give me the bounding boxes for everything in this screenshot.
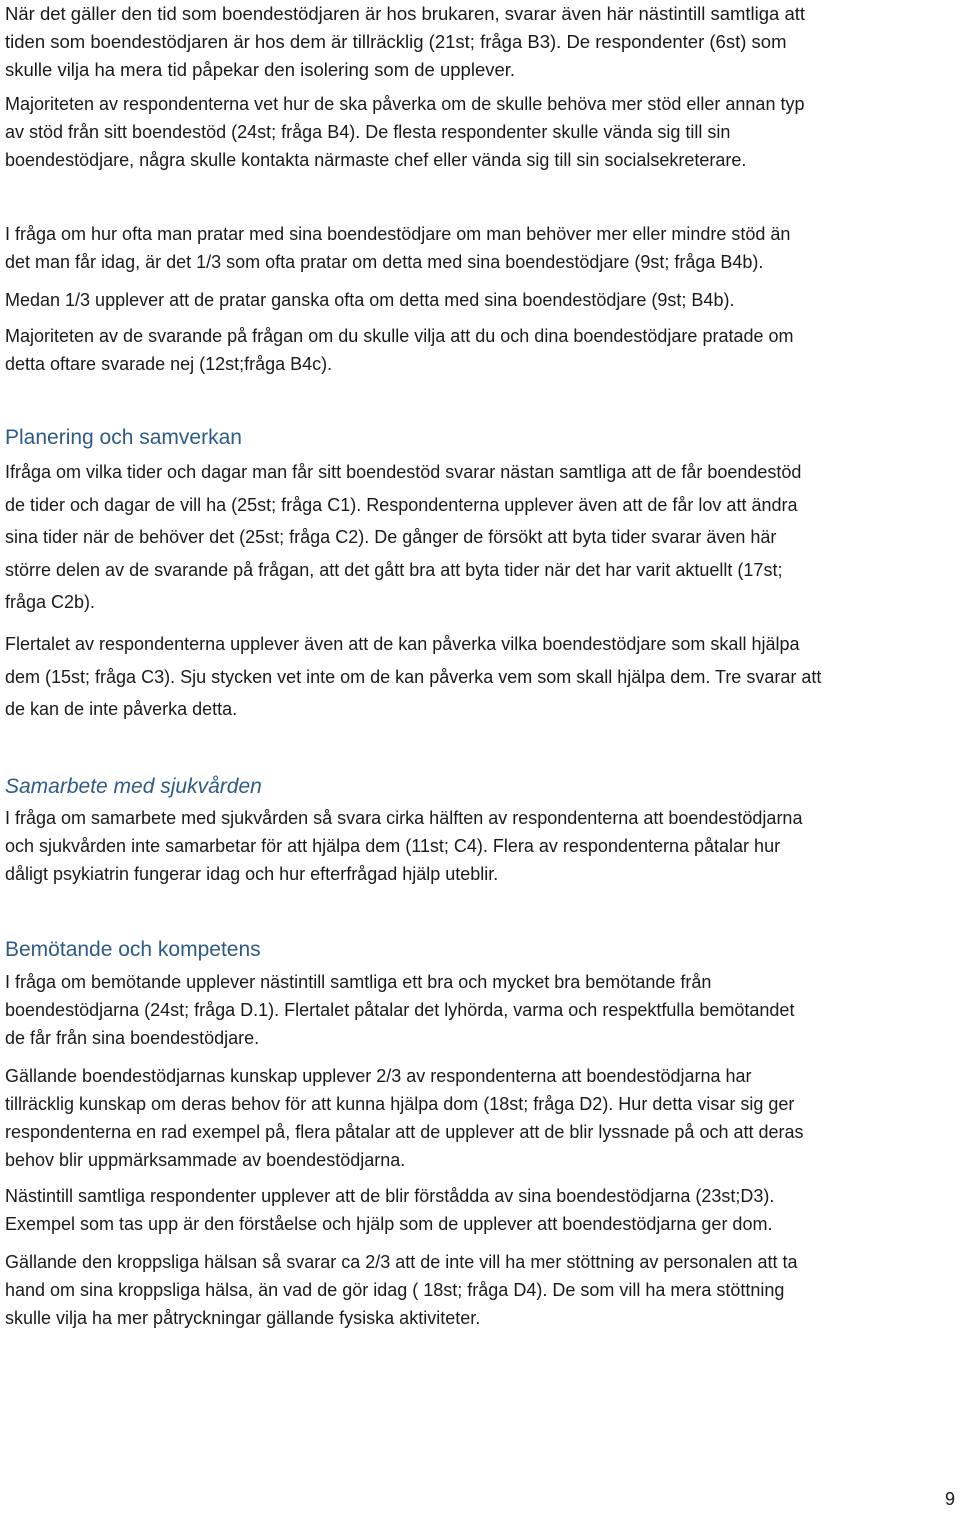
paragraph-bemotande <box>5 968 955 1052</box>
text-line: Nästintill samtliga respondenter upplever att de blir förstådda av sina boendestödjarna (23st;D3). <box>5 1186 775 1206</box>
paragraph-kroppsliga-halsan <box>5 1248 955 1332</box>
text-line: detta oftare svarade nej (12st;fråga B4c). <box>5 354 333 374</box>
text-line: de får från sina boendestödjare. <box>5 1028 260 1048</box>
text-line: När det gäller den tid som boendestödjaren är hos brukaren, svarar även här nästintill samtliga att <box>5 3 806 24</box>
text-line: tiden som boendestödjaren är hos dem är tillräcklig (21st; fråga B3). De respondenter (6st) som <box>5 31 787 52</box>
paragraph-kunskap <box>5 1062 955 1174</box>
text-line: I fråga om bemötande upplever nästintill samtliga ett bra och mycket bra bemötande från <box>5 972 712 992</box>
paragraph-forstadda <box>5 1182 955 1238</box>
paragraph-ganska-ofta <box>5 286 955 314</box>
text-line: dåligt psykiatrin fungerar idag och hur efterfrågad hjälp uteblir. <box>5 864 499 884</box>
text-line: Medan 1/3 upplever att de pratar ganska ofta om detta med sina boendestödjare (9st; B4b). <box>5 290 735 310</box>
text-line: Exempel som tas upp är den förståelse och hjälp som de upplever att boendestödjarna ger dom. <box>5 1214 773 1234</box>
heading-samarbete-med-sjukvarden: Samarbete med sjukvården <box>5 775 262 798</box>
text-line: fråga C2b). <box>5 592 96 612</box>
paragraph-paverka-stod <box>5 90 955 174</box>
text-line: av stöd från sitt boendestöd (24st; fråga B4). De flesta respondenter skulle vända sig till sin <box>5 122 731 142</box>
paragraph-samarbete-sjukvard <box>5 804 955 888</box>
paragraph-tid-hos-brukaren <box>5 0 955 84</box>
paragraph-paverka-boendestodjare <box>5 628 955 726</box>
paragraph-tider-och-dagar <box>5 456 955 619</box>
paragraph-svarade-nej <box>5 322 955 378</box>
text-line: skulle vilja ha mera tid påpekar den isolering som de upplever. <box>5 59 516 80</box>
text-line: Gällande den kroppsliga hälsan så svarar ca 2/3 att de inte vill ha mer stöttning av personalen att ta <box>5 1252 798 1272</box>
text-line: Gällande boendestödjarnas kunskap upplever 2/3 av respondenterna att boendestödjarna har <box>5 1066 752 1086</box>
paragraph-hur-ofta-pratar <box>5 220 955 276</box>
text-line: dem (15st; fråga C3). Sju stycken vet inte om de kan påverka vem som skall hjälpa dem. Tre svarar att <box>5 666 822 687</box>
text-line: de kan de inte påverka detta. <box>5 699 238 719</box>
text-line: Ifråga om vilka tider och dagar man får sitt boendestöd svarar nästan samtliga att de får boendestöd <box>5 462 802 482</box>
text-line: boendestödjare, några skulle kontakta närmaste chef eller vända sig till sin socialsekreterare. <box>5 150 747 170</box>
text-line: tillräcklig kunskap om deras behov för att kunna hjälpa dom (18st; fråga D2). Hur detta visar sig ger <box>5 1094 795 1114</box>
text-line: boendestödjarna (24st; fråga D.1). Flertalet påtalar det lyhörda, varma och respektfulla bemötandet <box>5 1000 795 1020</box>
text-line: respondenterna en rad exempel på, flera påtalar att de upplever att de blir lyssnade på och att deras <box>5 1122 804 1142</box>
text-line: skulle vilja ha mer påtryckningar gällande fysiska aktiviteter. <box>5 1308 481 1328</box>
heading-planering-och-samverkan: Planering och samverkan <box>5 426 242 449</box>
text-line: större delen av de svarande på frågan, att det gått bra att byta tider när det har varit aktuellt (17st; <box>5 559 783 580</box>
text-line: Majoriteten av de svarande på frågan om du skulle vilja att du och dina boendestödjare pratade om <box>5 326 794 346</box>
text-line: Majoriteten av respondenterna vet hur de ska påverka om de skulle behöva mer stöd eller annan typ <box>5 94 805 114</box>
heading-bemotande-och-kompetens: Bemötande och kompetens <box>5 938 261 961</box>
text-line: de tider och dagar de vill ha (25st; fråga C1). Respondenterna upplever även att de får lov att ändra <box>5 494 798 515</box>
text-line: Flertalet av respondenterna upplever även att de kan påverka vilka boendestödjare som skall hjälpa <box>5 634 800 654</box>
text-line: sina tider när de behöver det (25st; fråga C2). De gånger de försökt att byta tider svarar även här <box>5 527 777 547</box>
text-line: det man får idag, är det 1/3 som ofta pratar om detta med sina boendestödjare (9st; fråga B4b). <box>5 252 764 272</box>
text-line: I fråga om samarbete med sjukvården så svara cirka hälften av respondenterna att boendestödjarna <box>5 808 803 828</box>
text-line: I fråga om hur ofta man pratar med sina boendestödjare om man behöver mer eller mindre stöd än <box>5 224 791 244</box>
text-line: hand om sina kroppsliga hälsa, än vad de gör idag ( 18st; fråga D4). De som vill ha mera stöttning <box>5 1280 785 1300</box>
text-line: och sjukvården inte samarbetar för att hjälpa dem (11st; C4). Flera av respondenterna påtalar hur <box>5 836 781 856</box>
text-line: behov blir uppmärksammade av boendestödjarna. <box>5 1150 406 1170</box>
page-number: 9 <box>944 1489 955 1509</box>
